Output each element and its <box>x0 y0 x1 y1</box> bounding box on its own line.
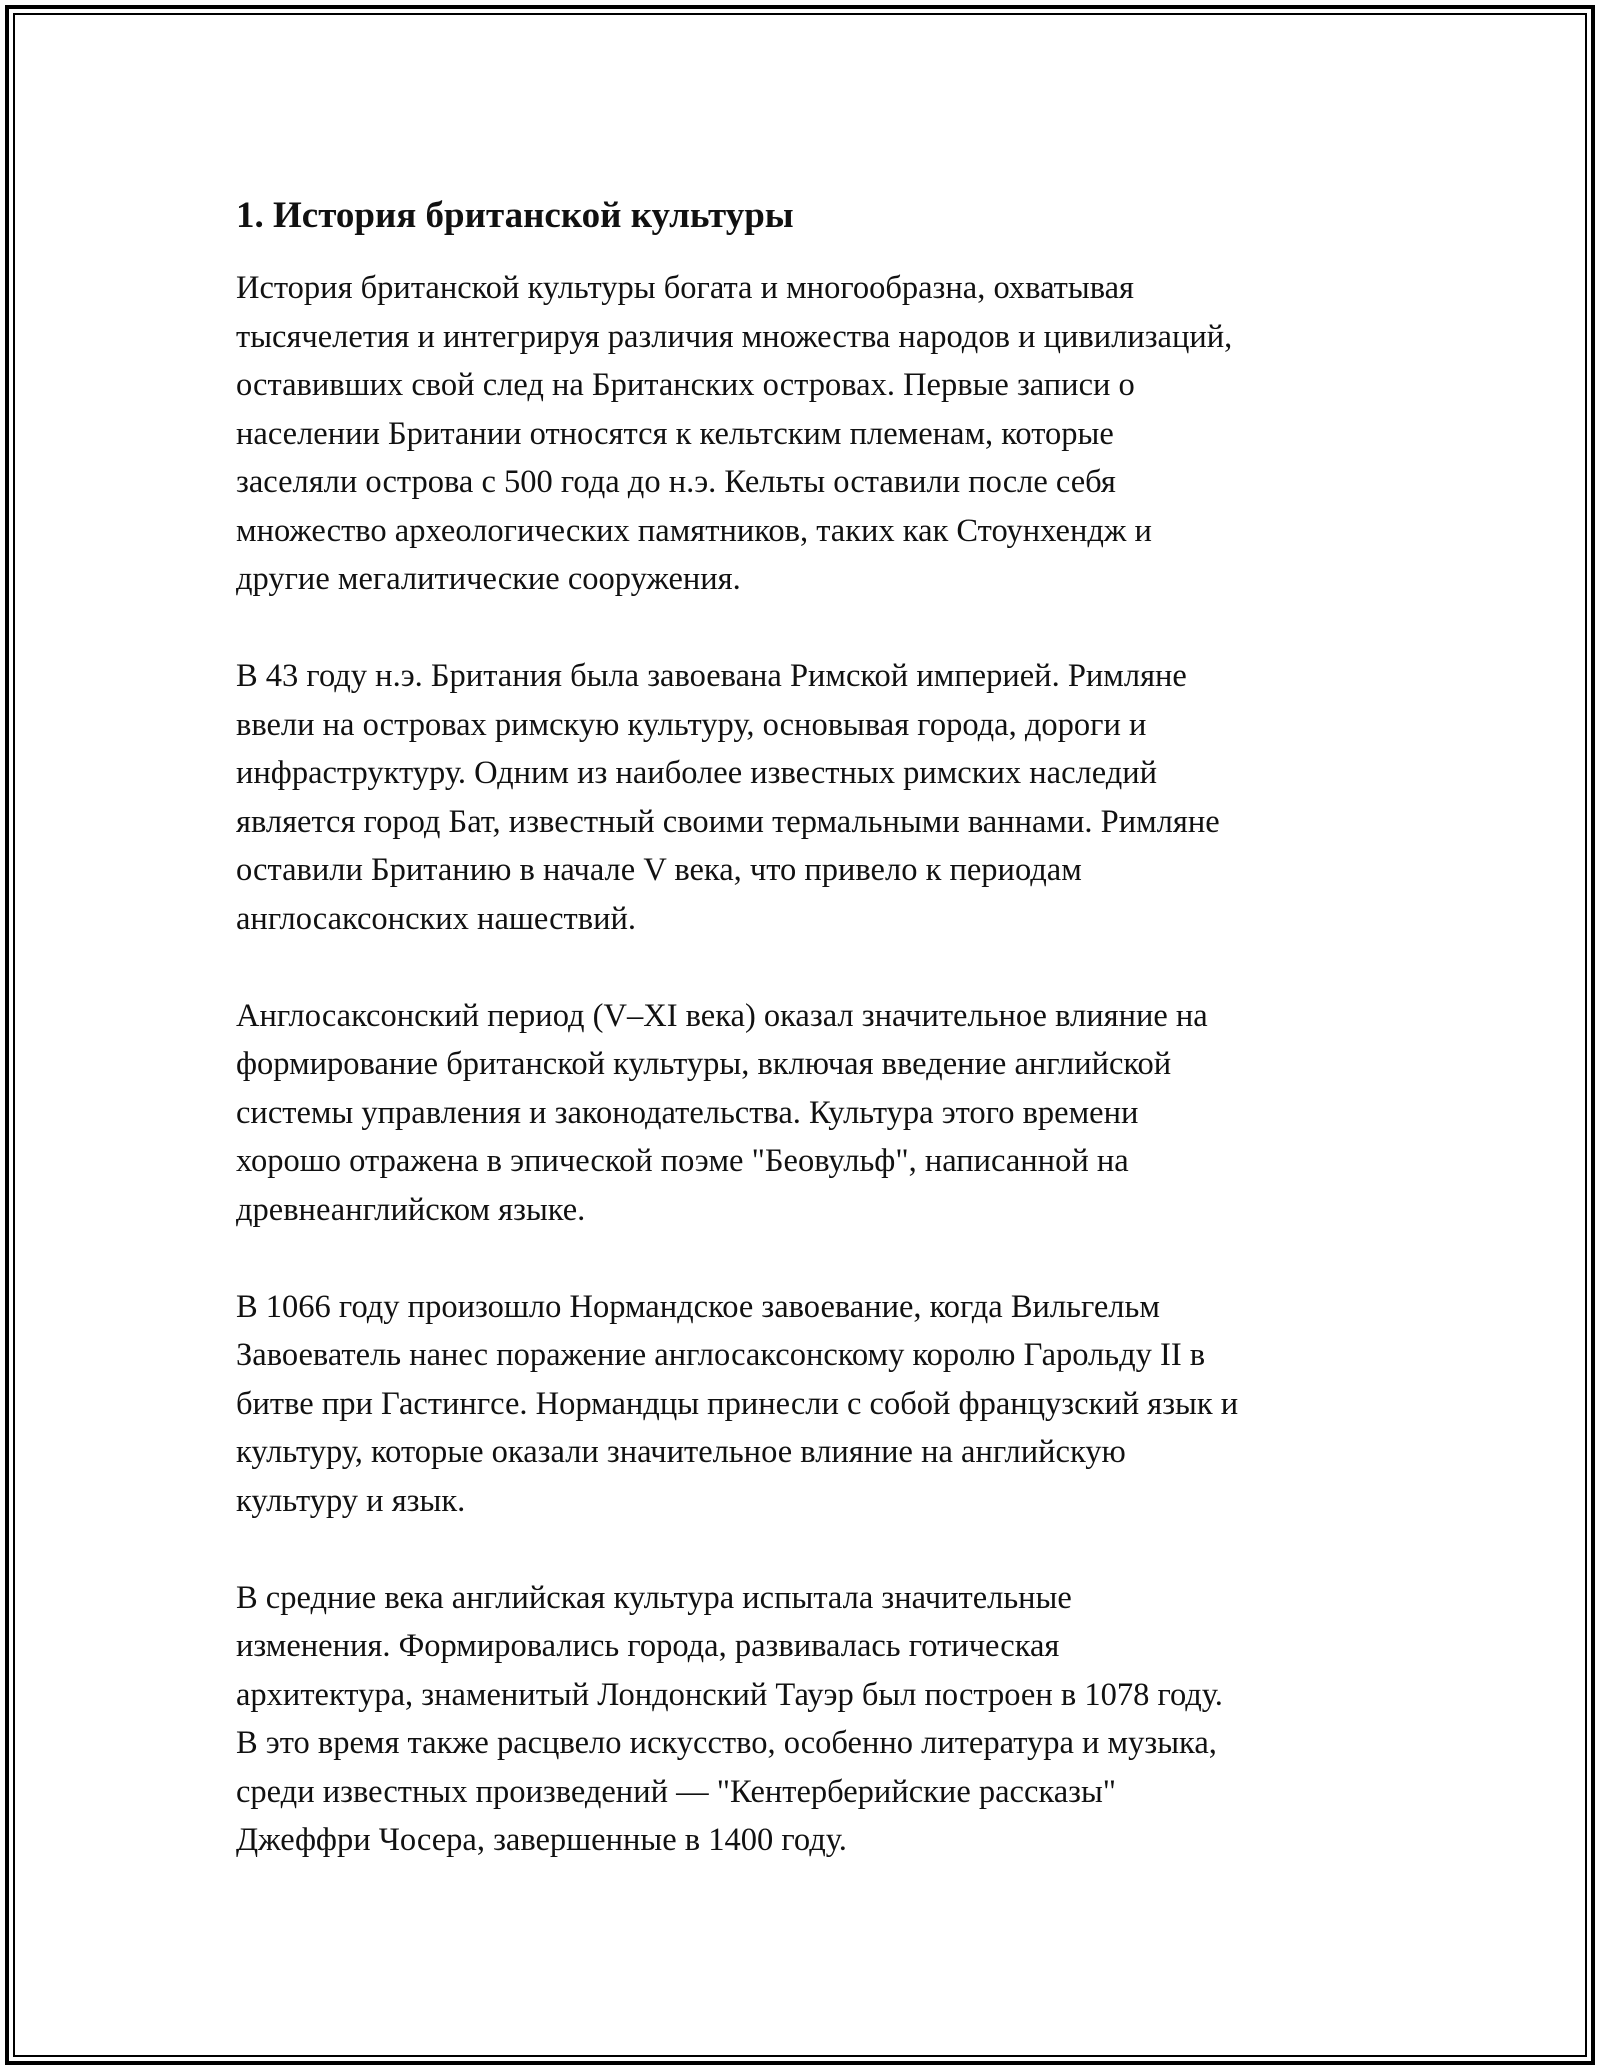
document-body <box>236 186 1386 1913</box>
paragraph-norman-conquest: В 1066 году произошло Нормандское завоевание, когда Вильгельм Завоеватель нанес поражение англосаксонскому королю Гарольду II в битве при Гастингсе. Нормандцы принесли с собой французский язык и культуру, которые оказали значительное влияние на английскую культуру и язык. <box>236 1288 1239 1519</box>
paragraph-anglo-saxon-era: Англосаксонский период (V–XI века) оказал значительное влияние на формирование британской культуры, включая введение английской системы управления и законодательства. Культура этого времени хорошо отражена в эпической поэме "Беовульф", написанной на древнеанглийском языке. <box>236 997 1208 1228</box>
section-heading: 1. История британской культуры <box>236 195 794 236</box>
paragraph-middle-ages: В средние века английская культура испытала значительные изменения. Формировались города, развивалась готическая архитектура, знаменитый Лондонский Тауэр был построен в 1078 году. В это время также расцвело искусство, особенно литература и музыка, среди известных произведений — "Кентерберийские рассказы" Джеффри Чосера, завершенные в 1400 году. <box>236 1579 1223 1858</box>
paragraph-roman-era: В 43 году н.э. Британия была завоевана Римской империей. Римляне ввели на островах римскую культуру, основывая города, дороги и инфраструктуру. Одним из наиболее известных римских наследий является город Бат, известный своими термальными ваннами. Римляне оставили Британию в начале V века, что привело к периодам англосаксонских нашествий. <box>236 658 1220 937</box>
paragraph-celtic-era: История британской культуры богата и многообразна, охватывая тысячелетия и интегрируя различия множества народов и цивилизаций, оставивших свой след на Британских островах. Первые записи о населении Британии относятся к кельтским племенам, которые заселяли острова с 500 года до н.э. Кельты оставили после себя множество археологических памятников, таких как Стоунхендж и другие мегалитические сооружения. <box>236 270 1233 597</box>
